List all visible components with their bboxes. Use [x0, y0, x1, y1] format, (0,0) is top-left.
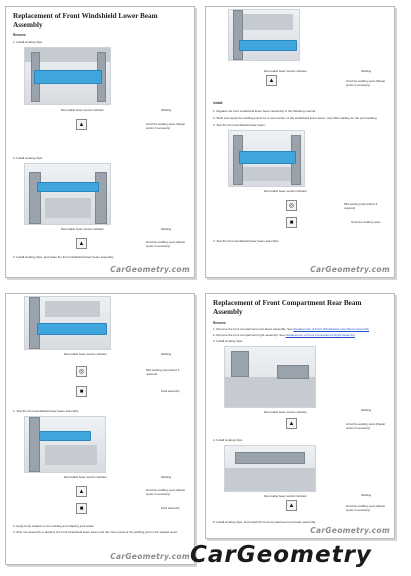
caption: Welding [161, 352, 172, 356]
watermark: CarGeometry.com [110, 552, 190, 561]
step-text: 4. Test the front windshield lower beam assembly. [213, 239, 279, 243]
caption: Grind the welding spots [351, 220, 381, 224]
caption: Grind the welding spots (Repair points if necessary) [146, 488, 186, 496]
step-text: 1. Test the front windshield lower beam assembly. [13, 409, 79, 413]
caption: Final assembly [161, 389, 180, 393]
cargeometry-logo: CarGeometry [190, 542, 372, 568]
caption: Welding [161, 108, 172, 112]
caption: Grind the welding spots (Repair points if necessary) [346, 422, 386, 430]
spot-weld-icon: ▲ [286, 418, 297, 429]
spot-weld-icon: ▲ [266, 75, 277, 86]
caption: Removable beam section indicator [61, 227, 104, 231]
cross-reference-link[interactable]: Replacement of Front Compartment Right Assembly [285, 333, 355, 337]
step-text: 1. Install locating clips. [13, 40, 44, 44]
beam-diagram [24, 163, 111, 225]
mig-weld-icon: ◎ [286, 200, 297, 211]
beam-diagram [224, 346, 316, 408]
caption: Welding [361, 408, 372, 412]
step-text: 3. Test the front windshield lower beam. [213, 123, 266, 127]
caption: Grind the welding spots (Repair points if necessary) [346, 79, 386, 87]
caption: MIG welding (intermittent if required) [344, 202, 378, 210]
caption: Grind the welding spots (Repair points if necessary) [146, 122, 186, 130]
spot-weld-icon: ▲ [286, 500, 297, 511]
page-2 [205, 6, 395, 278]
step-text: 1. Remove the front compartment rear beam assembly. See Replacement of Front Windshield Lower Beam Assembly [213, 327, 370, 331]
watermark: CarGeometry.com [310, 526, 390, 535]
page-1 [5, 6, 195, 278]
caption: Welding [361, 493, 372, 497]
watermark: CarGeometry.com [110, 265, 190, 274]
beam-diagram [228, 9, 300, 61]
grind-icon: ■ [286, 217, 297, 228]
page-3 [5, 293, 195, 565]
final-assembly-icon: ■ [76, 386, 87, 397]
caption: Removable beam section indicator [64, 352, 107, 356]
step-text: 3. After the assembly is applied, the front windshield lower beam and the inner panel of the welding joint in the welded seam. [13, 530, 179, 534]
step-text: 2. Install locating clips. [13, 156, 44, 160]
section-heading: Install: [213, 101, 224, 105]
caption: Removable beam section indicator [264, 69, 307, 73]
section-heading: Remove: [13, 33, 27, 37]
caption: Grind the welding spots (Repair points if necessary) [346, 504, 386, 512]
beam-diagram [228, 130, 305, 187]
page-title: Replacement of Front Windshield Lower Beam Assembly [13, 12, 158, 29]
caption: Removable beam section indicator [264, 494, 307, 498]
step-text: 1. Replace the front windshield lower beam assembly in the following manner. [213, 109, 317, 113]
mig-weld-icon: ◎ [76, 366, 87, 377]
cross-reference-link[interactable]: Replacement of Front Windshield Lower Beam Assembly [293, 327, 370, 331]
beam-diagram [24, 296, 111, 350]
page-4 [205, 293, 395, 539]
page-title: Replacement of Front Compartment Rear Beam Assembly [213, 299, 362, 316]
beam-diagram [24, 47, 111, 105]
caption: Removable beam section indicator [264, 410, 307, 414]
watermark: CarGeometry.com [310, 265, 390, 274]
caption: Welding [161, 227, 172, 231]
caption: Removable beam section indicator [61, 108, 104, 112]
caption: Removable beam section indicator [64, 475, 107, 479]
step-text: 3. Install locating clips, and clean the front windshield lower beam assembly. [13, 255, 114, 259]
spot-weld-icon: ▲ [76, 119, 87, 130]
caption: MIG welding (intermittent if required) [146, 368, 180, 376]
caption: Grind the welding spots (Repair points if necessary) [146, 240, 186, 248]
spot-weld-icon: ▲ [76, 238, 87, 249]
step-text: 2. Remove the front compartment right assembly. See Replacement of Front Compartment Right Assembly [213, 333, 355, 337]
section-heading: Remove: [213, 321, 227, 325]
step-text: 2. Apply body sealant on the welding and shaping joint areas. [13, 524, 95, 528]
beam-diagram [224, 445, 316, 492]
beam-diagram [24, 416, 106, 473]
caption: Final assembly [161, 506, 180, 510]
step-text: 5. Install locating clips, and install the front compartment rear beam assembly. [213, 520, 317, 524]
step-text: 2. Weld and repair the welding points for a new section of the windshield lower beam. Use MIG welding for the joint welding. [213, 116, 378, 120]
caption: Welding [161, 475, 172, 479]
step-text: 3. Install locating clips. [213, 339, 244, 343]
caption: Welding [361, 69, 372, 73]
step-text: 4. Install locating clips. [213, 438, 244, 442]
caption: Removable beam section indicator [264, 189, 307, 193]
final-assembly-icon: ■ [76, 503, 87, 514]
spot-weld-icon: ▲ [76, 486, 87, 497]
